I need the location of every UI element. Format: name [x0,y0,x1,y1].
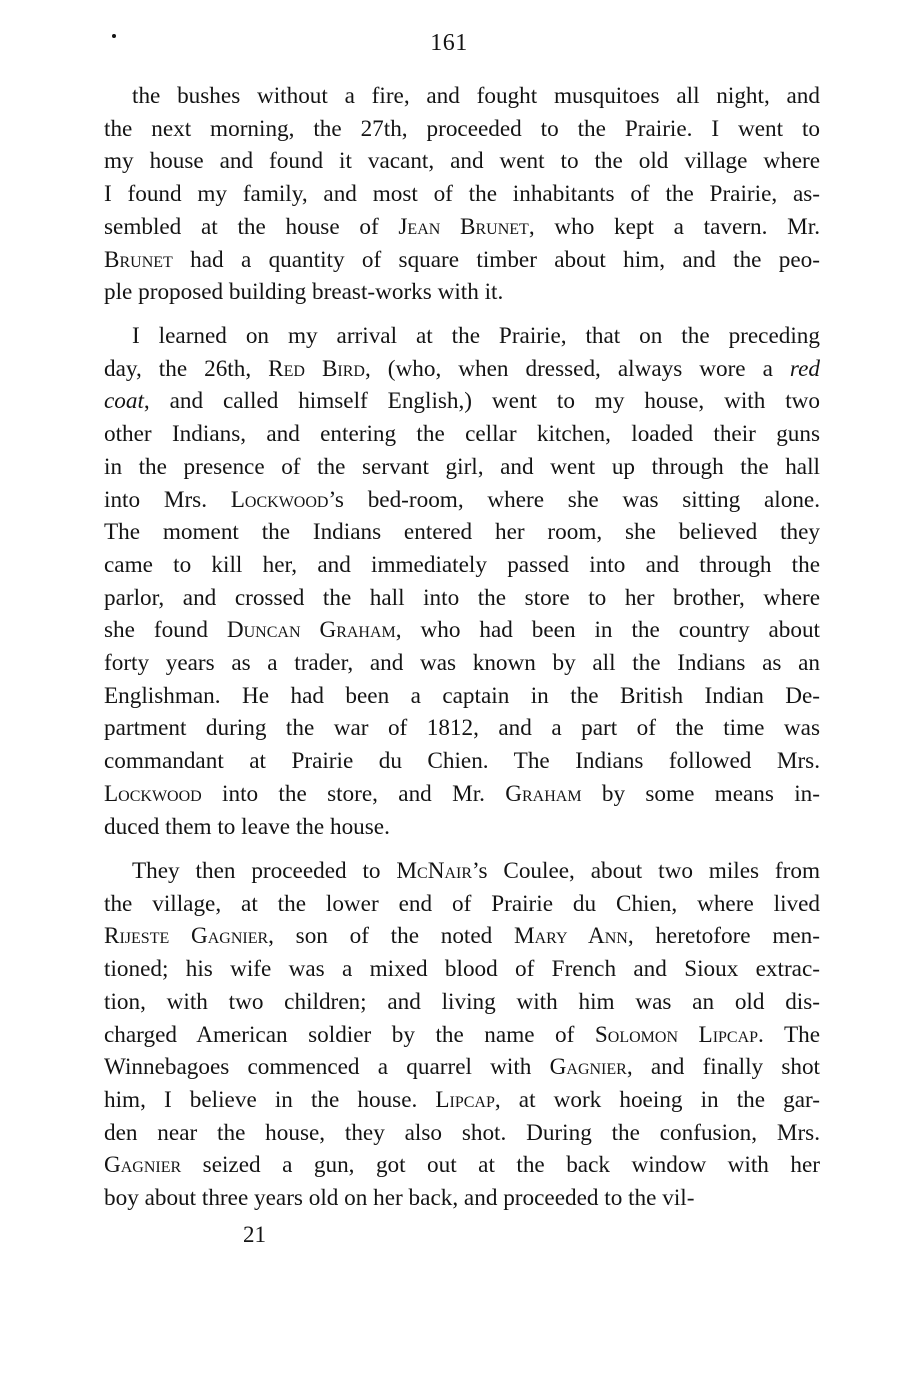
italic-text: red [789,355,820,382]
text-run: day, the 26th, [104,355,269,382]
text-line [104,614,820,647]
text-line [104,549,820,582]
text-run: in the presence of the servant girl, and went up through the hall [104,453,820,480]
text-line [104,680,820,713]
text-run: the next morning, the 27th, proceeded to the Prairie. I went to [104,115,820,142]
text-line [104,244,820,277]
text-line [104,888,820,921]
text-line [104,647,820,680]
text-line [104,145,820,178]
text-run: commandant at Prairie du Chien. The Indians followed Mrs. [104,748,820,775]
text-run: The moment the Indians entered her room, she believed they [104,519,820,546]
text-run: . The [758,1021,820,1048]
text-run: other Indians, and entering the cellar kitchen, loaded their guns [104,421,820,448]
text-line [104,353,820,386]
text-line [104,986,820,1019]
small-caps-name: Gagnier [104,1152,182,1179]
text-run: into the store, and Mr. [201,780,506,807]
text-line [104,113,820,146]
text-run: Winnebagoes commenced a quarrel with [104,1054,550,1081]
text-line [104,418,820,451]
text-line [104,953,820,986]
text-run: partment during the war of 1812, and a part of the time was [104,715,820,742]
small-caps-name: Duncan Graham [226,617,396,644]
small-caps-name: Solomon Lipcap [594,1021,759,1048]
text-run: ’s Coulee, about two miles from [472,858,820,884]
text-line [104,1149,820,1182]
small-caps-name: Brunet [104,246,173,273]
text-line [104,276,820,309]
small-caps-name: Rijeste Gagnier [104,923,269,950]
text-line [104,320,820,353]
text-run: Englishman. He had been a captain in the British Indian De- [104,682,820,709]
small-caps-name: Red Bird [268,355,365,382]
text-run: sembled at the house of [104,213,399,240]
text-line [104,385,820,418]
small-caps-name: Lockwood [230,486,329,513]
text-run: she found [104,617,227,644]
text-run: , heretofore men- [627,923,820,950]
text-line [104,1182,820,1215]
text-line [104,712,820,745]
text-run: parlor, and crossed the hall into the store to her brother, where [104,584,820,611]
text-line [104,211,820,244]
text-line [104,745,820,778]
text-run: They then proceeded to [132,858,397,884]
small-caps-name: Jean Brunet [398,213,529,240]
small-caps-name: McNair [396,858,473,884]
text-run: , (who, when dressed, always wore a [364,355,790,382]
text-run: ’s bed-room, where she was sitting alone. [328,486,821,513]
text-run: duced them to leave the house. [104,813,390,840]
text-run: by some means in- [581,780,820,807]
text-run: charged American soldier by the name of [104,1021,595,1048]
text-run: the bushes without a fire, and fought musquitoes all night, and [132,83,820,109]
text-run: , son of the noted [268,923,514,950]
text-run: , at work hoeing in the gar- [494,1086,820,1113]
text-run: came to kill her, and immediately passed into and through the [104,551,820,578]
text-run: tion, with two children; and living with him was an old dis- [104,988,820,1015]
small-caps-name: Mary Ann [513,923,628,950]
text-line [104,811,820,844]
paragraph-2 [104,320,820,843]
text-line [104,1117,820,1150]
paragraph-3 [104,855,820,1215]
text-run: forty years as a trader, and was known by all the Indians as an [104,650,820,677]
text-run: I learned on my arrival at the Prairie, that on the preceding [132,323,820,349]
text-run: I found my family, and most of the inhabitants of the Prairie, as- [104,181,820,208]
text-line [104,80,820,113]
text-run: boy about three years old on her back, and proceeded to the vil- [104,1185,695,1212]
text-line [104,582,820,615]
small-caps-name: Gagnier [549,1054,627,1081]
text-run: , and finally shot [626,1054,820,1081]
text-run: into Mrs. [104,486,231,513]
text-run: ple proposed building breast-works with it. [104,279,504,306]
text-line [104,178,820,211]
text-line [104,1051,820,1084]
paragraph-1 [104,80,820,309]
text-run: , and called himself English,) went to my house, with two [143,388,820,415]
text-line [104,1084,820,1117]
text-line [104,778,820,811]
page-number: 161 [430,30,468,56]
text-run: the village, at the lower end of Prairie du Chien, where lived [104,890,820,917]
text-line [104,920,820,953]
text-line [104,855,820,888]
small-caps-name: Lipcap [435,1086,495,1113]
text-line [104,451,820,484]
text-run: seized a gun, got out at the back window with her [181,1152,820,1179]
italic-text: coat [104,388,144,415]
small-caps-name: Graham [505,780,582,807]
text-run: had a quantity of square timber about him, and the peo- [172,246,820,273]
text-run: , who had been in the country about [395,617,820,644]
text-line [104,1019,820,1052]
text-line [104,484,820,517]
text-run: him, I believe in the house. [104,1086,436,1113]
text-line [104,516,820,549]
small-caps-name: Lockwood [104,780,202,807]
text-run: my house and found it vacant, and went to the old village where [104,148,820,175]
text-run: tioned; his wife was a mixed blood of French and Sioux extrac- [104,956,820,983]
text-run: den near the house, they also shot. During the confusion, Mrs. [104,1119,820,1146]
text-run: , who kept a tavern. Mr. [528,213,821,240]
signature-mark: 21 [243,1222,266,1247]
